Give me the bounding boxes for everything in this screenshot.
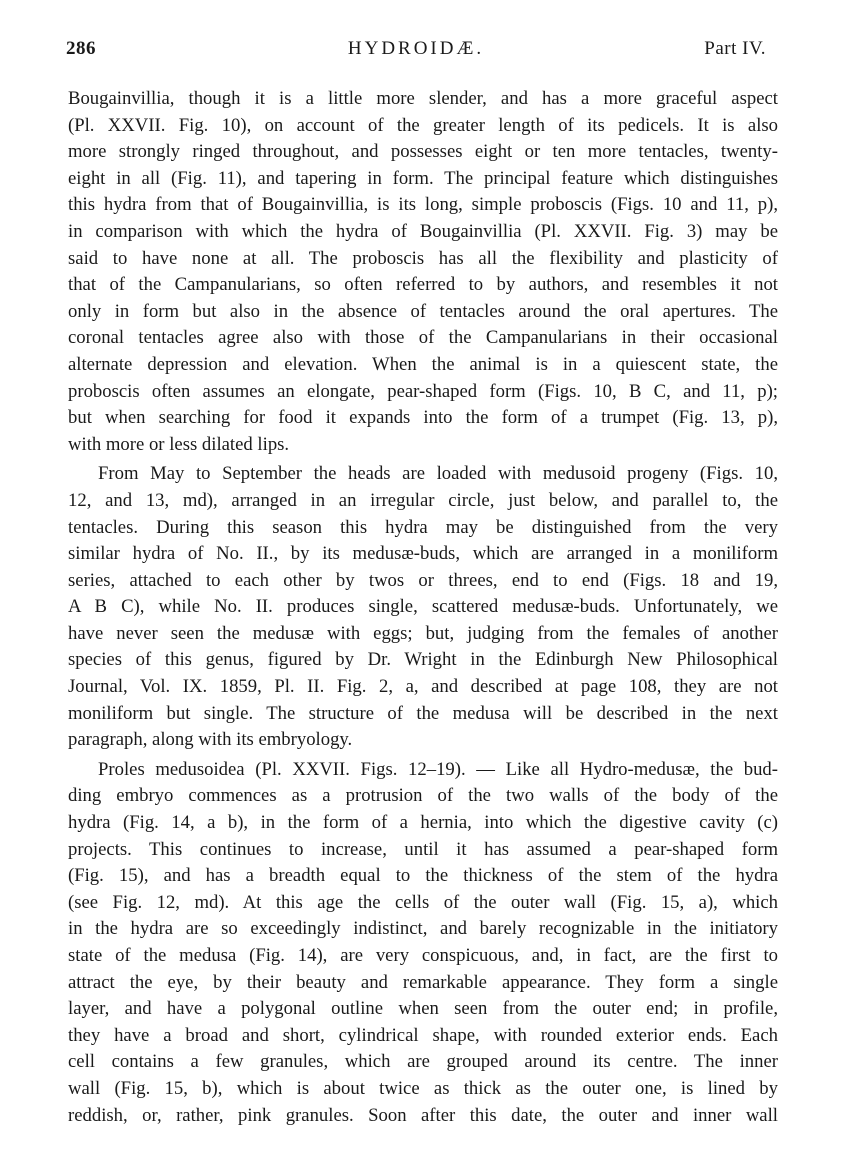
text-line: 12, and 13, md), arranged in an irregular circle, just below, and parallel to, the bbox=[68, 489, 778, 511]
text-line: in comparison with which the hydra of Bougainvillia (Pl. XXVII. Fig. 3) may be bbox=[68, 220, 778, 242]
text-line: projects. This continues to increase, until it has assumed a pear-shaped form bbox=[68, 838, 778, 860]
text-line: proboscis often assumes an elongate, pear-shaped form (Figs. 10, B C, and 11, p); bbox=[68, 380, 778, 402]
text-line: series, attached to each other by twos or threes, end to end (Figs. 18 and 19, bbox=[68, 569, 778, 591]
text-line: moniliform but single. The structure of the medusa will be described in the next bbox=[68, 702, 778, 724]
text-line: state of the medusa (Fig. 14), are very conspicuous, and, in fact, are the first to bbox=[68, 945, 778, 966]
paragraph-first-line: Proles medusoidea (Pl. XXVII. Figs. 12–19). — Like all Hydro-medusæ, the bud- bbox=[98, 758, 778, 780]
text-line: paragraph, along with its embryology. bbox=[68, 729, 353, 751]
text-line: that of the Campanularians, so often referred to by authors, and resembles it not bbox=[68, 274, 778, 296]
paragraph-first-line: From May to September the heads are loaded with medusoid progeny (Figs. 10, bbox=[98, 463, 778, 485]
text-line: alternate depression and elevation. When the animal is in a quiescent state, the bbox=[68, 353, 778, 375]
text-line: have never seen the medusæ with eggs; but, judging from the females of another bbox=[68, 622, 778, 644]
text-line: wall (Fig. 15, b), which is about twice as thick as the outer one, is lined by bbox=[68, 1077, 778, 1099]
text-line: they have a broad and short, cylindrical shape, with rounded exterior ends. Each bbox=[68, 1024, 778, 1046]
text-line: Bougainvillia, though it is a little more slender, and has a more graceful aspect bbox=[68, 88, 778, 109]
text-line: Journal, Vol. IX. 1859, Pl. II. Fig. 2, a, and described at page 108, they are not bbox=[68, 676, 778, 698]
text-line: (Pl. XXVII. Fig. 10), on account of the greater length of its pedicels. It is also bbox=[68, 114, 778, 136]
page-number: 286 bbox=[66, 38, 96, 59]
text-line: said to have none at all. The proboscis has all the flexibility and plasticity of bbox=[68, 247, 778, 269]
text-line: in the hydra are so exceedingly indistinct, and barely recognizable in the initiatory bbox=[68, 918, 778, 940]
text-line: cell contains a few granules, which are grouped around its centre. The inner bbox=[68, 1051, 778, 1073]
text-line: ding embryo commences as a protrusion of the two walls of the body of the bbox=[68, 785, 778, 807]
body-text bbox=[68, 86, 778, 1129]
text-line: but when searching for food it expands into the form of a trumpet (Fig. 13, p), bbox=[68, 407, 778, 429]
text-line: species of this genus, figured by Dr. Wright in the Edinburgh New Philosophical bbox=[68, 649, 778, 671]
text-line: attract the eye, by their beauty and remarkable appearance. They form a single bbox=[68, 971, 778, 993]
running-title: HYDROIDÆ. bbox=[347, 38, 485, 59]
text-line: A B C), while No. II. produces single, scattered medusæ-buds. Unfortunately, we bbox=[68, 596, 778, 618]
text-line: coronal tentacles agree also with those of the Campanularians in their occasional bbox=[68, 327, 778, 349]
text-line: this hydra from that of Bougainvillia, is its long, simple proboscis (Figs. 10 and 11, p), bbox=[68, 194, 778, 216]
text-line: hydra (Fig. 14, a b), in the form of a hernia, into which the digestive cavity (c) bbox=[68, 812, 778, 834]
text-line: only in form but also in the absence of tentacles around the oral apertures. The bbox=[68, 300, 778, 322]
text-line: more strongly ringed throughout, and possesses eight or ten more tentacles, twenty- bbox=[68, 141, 778, 163]
text-line: (see Fig. 12, md). At this age the cells of the outer wall (Fig. 15, a), which bbox=[68, 891, 778, 913]
part-label: Part IV. bbox=[704, 38, 766, 59]
text-line: similar hydra of No. II., by its medusæ-buds, which are arranged in a moniliform bbox=[68, 543, 778, 565]
running-header bbox=[66, 38, 766, 68]
text-line: layer, and have a polygonal outline when seen from the outer end; in profile, bbox=[68, 998, 778, 1020]
text-line: with more or less dilated lips. bbox=[68, 433, 290, 455]
text-line: (Fig. 15), and has a breadth equal to the thickness of the stem of the hydra bbox=[68, 865, 778, 887]
text-line: eight in all (Fig. 11), and tapering in form. The principal feature which distinguishes bbox=[68, 167, 778, 189]
text-line: tentacles. During this season this hydra may be distinguished from the very bbox=[68, 516, 778, 538]
text-line: reddish, or, rather, pink granules. Soon after this date, the outer and inner wall bbox=[68, 1104, 778, 1126]
